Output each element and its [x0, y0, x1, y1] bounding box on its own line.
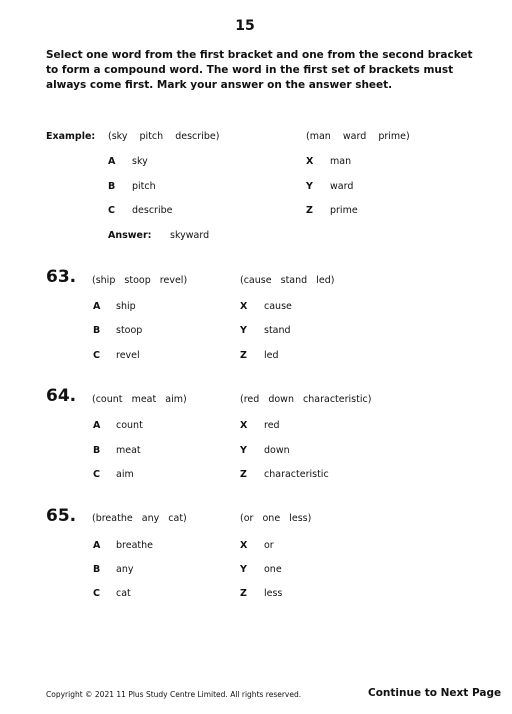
option-letter: X	[240, 420, 248, 431]
page-number: 15	[235, 18, 255, 34]
option-letter: Z	[240, 588, 247, 599]
option-word: cat	[116, 588, 131, 599]
option-letter: A	[93, 540, 101, 551]
option-word: stand	[264, 325, 291, 336]
answer-label: Answer:	[108, 230, 152, 241]
option-letter: Y	[240, 445, 247, 456]
option-word: less	[264, 588, 283, 599]
example-second-bracket: (man ward prime)	[306, 131, 410, 142]
option-letter: B	[93, 564, 101, 575]
continue-next-page: Continue to Next Page	[368, 687, 502, 699]
example-label: Example:	[46, 131, 96, 142]
option-letter: C	[108, 205, 115, 216]
option-letter: X	[306, 156, 314, 167]
option-letter: C	[93, 588, 100, 599]
option-letter: Z	[240, 350, 247, 361]
option-word: describe	[132, 205, 173, 216]
option-word: or	[264, 540, 274, 551]
option-word: prime	[330, 205, 358, 216]
option-letter: A	[93, 420, 101, 431]
option-word: aim	[116, 469, 134, 480]
instructions: Select one word from the first bracket and one from the second bracket to form a compound word. The word in the first set of brackets must always come first. Mark your answer on the answer sheet.	[46, 49, 473, 91]
option-word: sky	[132, 156, 148, 167]
question-number: 65.	[46, 506, 77, 526]
option-word: ward	[330, 181, 354, 192]
option-word: pitch	[132, 181, 156, 192]
option-letter: C	[93, 350, 100, 361]
option-word: any	[116, 564, 134, 575]
option-word: count	[116, 420, 143, 431]
question-number: 64.	[46, 386, 77, 406]
first-bracket: (breathe any cat)	[92, 513, 187, 524]
option-letter: A	[93, 301, 101, 312]
option-letter: B	[108, 181, 116, 192]
option-letter: Y	[306, 181, 313, 192]
option-letter: Y	[240, 564, 247, 575]
option-letter: B	[93, 325, 101, 336]
second-bracket: (cause stand led)	[240, 275, 335, 286]
question-number: 63.	[46, 267, 77, 287]
first-bracket: (count meat aim)	[92, 394, 187, 405]
option-letter: Z	[306, 205, 313, 216]
option-letter: Z	[240, 469, 247, 480]
option-letter: X	[240, 540, 248, 551]
option-letter: C	[93, 469, 100, 480]
option-word: led	[264, 350, 279, 361]
option-word: red	[264, 420, 280, 431]
answer-value: skyward	[170, 230, 210, 241]
example-first-bracket: (sky pitch describe)	[108, 131, 220, 142]
option-word: man	[330, 156, 352, 167]
option-letter: A	[108, 156, 116, 167]
option-word: cause	[264, 301, 292, 312]
option-word: revel	[116, 350, 140, 361]
option-word: stoop	[116, 325, 143, 336]
second-bracket: (red down characteristic)	[240, 394, 372, 405]
option-letter: Y	[240, 325, 247, 336]
option-word: one	[264, 564, 282, 575]
first-bracket: (ship stoop revel)	[92, 275, 188, 286]
option-word: down	[264, 445, 290, 456]
second-bracket: (or one less)	[240, 513, 312, 524]
option-word: breathe	[116, 540, 153, 551]
copyright-notice: Copyright © 2021 11 Plus Study Centre Limited. All rights reserved.	[46, 690, 302, 699]
option-word: meat	[116, 445, 141, 456]
option-word: characteristic	[264, 469, 329, 480]
option-word: ship	[116, 301, 136, 312]
option-letter: B	[93, 445, 101, 456]
option-letter: X	[240, 301, 248, 312]
